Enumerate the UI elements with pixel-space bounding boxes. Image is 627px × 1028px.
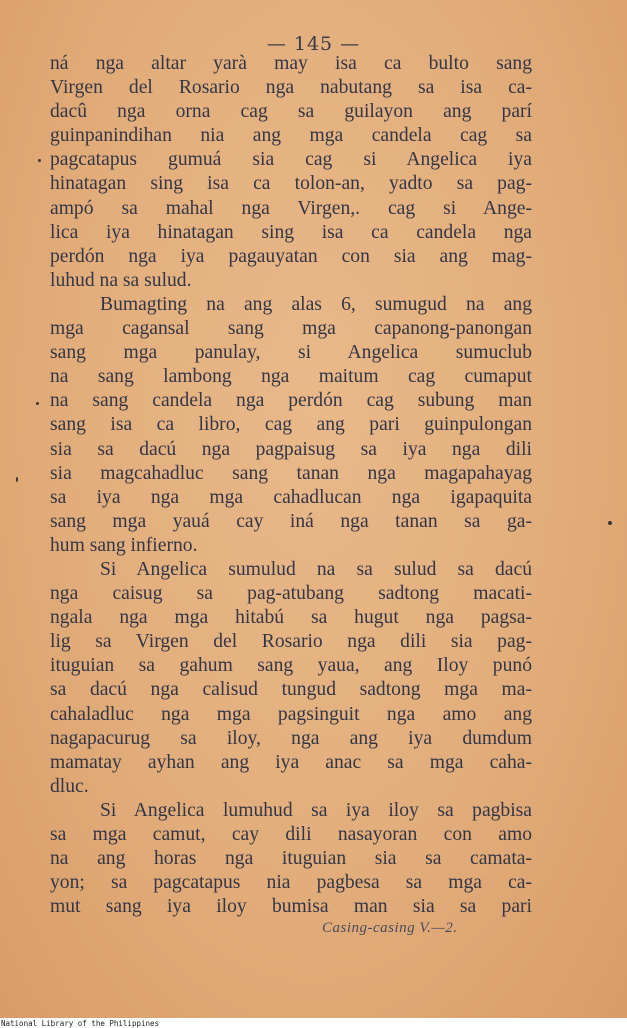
text-line: sa mga camut, cay dili nasayoran con amo [50,824,532,845]
text-line: mga cagansal sang mga capanong-panongan [50,318,532,340]
text-line: ampó sa mahal nga Virgen,. cag si Ange- [50,197,532,219]
text-line: nga caisug sa pag-atubang sadtong macati- [50,583,532,605]
text-line: sia magcahadluc sang tanan nga magapahayag [50,462,532,484]
text-line: dacû nga orna cag sa guilayon ang parí [50,101,532,123]
text-line: hum sang infierno. [50,534,198,556]
text-line: lig sa Virgen del Rosario nga dili sia pag- [50,631,532,653]
ink-speck [38,159,41,162]
text-line: Si Angelica sumulud na sa sulud sa dacú [100,558,532,580]
text-line: Si Angelica lumuhud sa iya iloy sa pagbisa [100,799,532,821]
signature-mark: Casing-casing V.—2. [322,920,458,936]
ink-speck [36,402,39,405]
text-line: luhud na sa sulud. [50,269,192,291]
text-line: pagcatapus gumuá sia cag si Angelica iya [50,149,532,171]
text-line: sa iya nga mga cahadlucan nga igapaquita [50,486,532,508]
text-line: Bumagting na ang alas 6, sumugud na ang [100,293,532,315]
text-line: Virgen del Rosario nga nabutang sa isa ca- [50,77,532,99]
text-line: perdón nga iya pagauyatan con sia ang mag- [50,245,532,267]
body-text [50,52,532,919]
text-line: mut sang iya iloy bumisa man sia sa pari [50,896,532,918]
text-line: guinpanindihan nia ang mga candela cag sa [50,125,532,147]
paragraph [50,558,532,799]
text-line: lica iya hinatagan sing isa ca candela nga [50,221,532,243]
text-line: sia sa dacú nga pagpaisug sa iya nga dili [50,438,532,460]
text-line: mamatay ayhan ang iya anac sa mga caha- [50,751,532,773]
page-number: — 145 — [266,33,361,55]
text-line: yon; sa pagcatapus nia pagbesa sa mga ca- [50,872,532,894]
library-watermark: National Library of the Philippines [1,1019,160,1028]
paragraph [50,52,532,293]
ink-speck [16,477,18,482]
text-line: ngala nga mga hitabú sa hugut nga pagsa- [50,607,532,629]
text-line: sa dacú nga calisud tungud sadtong mga ma- [50,679,532,701]
text-line: ituguian sa gahum sang yaua, ang Iloy punó [50,655,532,677]
text-line: sang isa ca libro, cag ang pari guinpulongan [50,414,532,436]
text-line: nagapacurug sa iloy, nga ang iya dumdum [50,727,532,749]
text-line: na sang candela nga perdón cag subung man [50,390,532,412]
paragraph [50,293,532,558]
text-line: dluc. [50,775,89,797]
ink-speck [608,521,612,525]
text-line: sang mga yauá cay iná nga tanan sa ga- [50,510,532,532]
text-line: sang mga panulay, si Angelica sumuclub [50,342,532,364]
text-line: hinatagan sing isa ca tolon-an, yadto sa pag- [50,173,532,195]
text-line: cahaladluc nga mga pagsinguit nga amo ang [50,703,532,725]
text-line: na sang lambong nga maitum cag cumaput [50,366,532,388]
text-line: ná nga altar yarà may isa ca bulto sang [50,53,532,74]
paragraph [50,799,532,919]
text-line: na ang horas nga ituguian sia sa camata- [50,848,532,870]
